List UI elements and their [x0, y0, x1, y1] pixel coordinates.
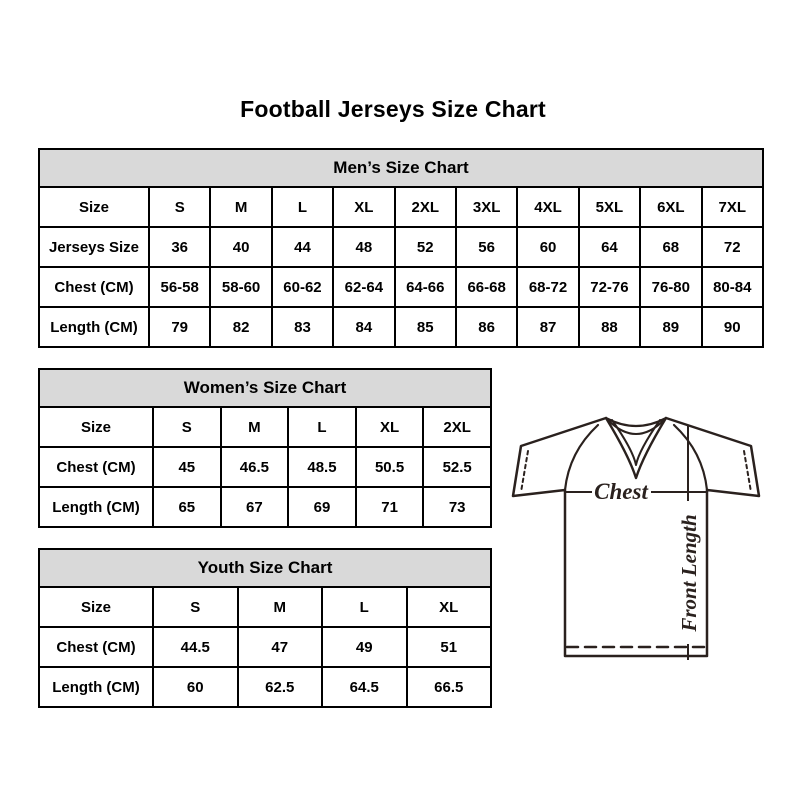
table-cell: 62-64 [333, 267, 394, 307]
table-cell: S [149, 187, 210, 227]
table-cell: 68-72 [517, 267, 578, 307]
table-cell: 64 [579, 227, 640, 267]
table-cell: 6XL [640, 187, 701, 227]
table-cell: 45 [153, 447, 221, 487]
table-cell: 36 [149, 227, 210, 267]
table-cell: 83 [272, 307, 333, 347]
table-cell: 88 [579, 307, 640, 347]
table-cell: 3XL [456, 187, 517, 227]
table-cell: 60 [517, 227, 578, 267]
table-title: Men’s Size Chart [39, 149, 763, 187]
table-cell: 56-58 [149, 267, 210, 307]
table-cell: S [153, 407, 221, 447]
table-cell: 73 [423, 487, 491, 527]
womens-size-table [38, 368, 492, 528]
row-label: Size [39, 407, 153, 447]
table-cell: 68 [640, 227, 701, 267]
table-cell: 44.5 [153, 627, 238, 667]
table-row [39, 627, 491, 667]
table-cell: 90 [702, 307, 763, 347]
table-cell: XL [407, 587, 492, 627]
jersey-diagram [503, 398, 788, 693]
table-cell: XL [333, 187, 394, 227]
page-title: Football Jerseys Size Chart [240, 96, 546, 122]
table-cell: M [210, 187, 271, 227]
row-label: Chest (CM) [39, 627, 153, 667]
table-cell: 40 [210, 227, 271, 267]
table-row [39, 267, 763, 307]
table-cell: 76-80 [640, 267, 701, 307]
table-row [39, 487, 491, 527]
row-label: Chest (CM) [39, 447, 153, 487]
table-cell: 64-66 [395, 267, 456, 307]
table-cell: 62.5 [238, 667, 323, 707]
table-cell: 50.5 [356, 447, 424, 487]
table-cell: S [153, 587, 238, 627]
table-cell: 80-84 [702, 267, 763, 307]
table-cell: M [238, 587, 323, 627]
table-cell: 71 [356, 487, 424, 527]
table-cell: L [288, 407, 356, 447]
table-cell: 52 [395, 227, 456, 267]
table-cell: 86 [456, 307, 517, 347]
table-cell: 85 [395, 307, 456, 347]
table-cell: 87 [517, 307, 578, 347]
table-cell: 67 [221, 487, 289, 527]
table-cell: L [322, 587, 407, 627]
row-label: Length (CM) [39, 487, 153, 527]
table-cell: 84 [333, 307, 394, 347]
table-cell: 51 [407, 627, 492, 667]
table-cell: 5XL [579, 187, 640, 227]
table-cell: XL [356, 407, 424, 447]
table-cell: 66.5 [407, 667, 492, 707]
table-cell: 2XL [395, 187, 456, 227]
table-row [39, 407, 491, 447]
front-length-measure-label: Front Length [677, 514, 701, 632]
left-cuff-dash [521, 451, 528, 492]
row-label: Length (CM) [39, 667, 153, 707]
table-cell: 65 [153, 487, 221, 527]
table-cell: 79 [149, 307, 210, 347]
row-label: Size [39, 187, 149, 227]
table-row [39, 227, 763, 267]
table-cell: 69 [288, 487, 356, 527]
table-cell: 56 [456, 227, 517, 267]
jersey-illustration [503, 398, 788, 693]
table-row [39, 667, 491, 707]
table-cell: L [272, 187, 333, 227]
table-cell: 2XL [423, 407, 491, 447]
table-title: Youth Size Chart [39, 549, 491, 587]
table-cell: 48 [333, 227, 394, 267]
table-cell: 89 [640, 307, 701, 347]
table-cell: M [221, 407, 289, 447]
table-cell: 49 [322, 627, 407, 667]
table-cell: 52.5 [423, 447, 491, 487]
table-row [39, 447, 491, 487]
row-label: Jerseys Size [39, 227, 149, 267]
table-cell: 58-60 [210, 267, 271, 307]
table-cell: 48.5 [288, 447, 356, 487]
table-cell: 46.5 [221, 447, 289, 487]
table-cell: 60 [153, 667, 238, 707]
table-row [39, 587, 491, 627]
table-cell: 72-76 [579, 267, 640, 307]
mens-size-table [38, 148, 764, 348]
row-label: Size [39, 587, 153, 627]
table-cell: 72 [702, 227, 763, 267]
table-cell: 60-62 [272, 267, 333, 307]
right-cuff-dash [744, 451, 751, 492]
jersey-outline [513, 418, 759, 656]
row-label: Chest (CM) [39, 267, 149, 307]
table-cell: 4XL [517, 187, 578, 227]
table-cell: 47 [238, 627, 323, 667]
table-row [39, 307, 763, 347]
youth-size-table [38, 548, 492, 708]
table-cell: 64.5 [322, 667, 407, 707]
table-cell: 66-68 [456, 267, 517, 307]
table-cell: 44 [272, 227, 333, 267]
table-cell: 82 [210, 307, 271, 347]
table-cell: 7XL [702, 187, 763, 227]
row-label: Length (CM) [39, 307, 149, 347]
table-row [39, 187, 763, 227]
chest-measure-label: Chest [594, 479, 648, 504]
table-title: Women’s Size Chart [39, 369, 491, 407]
